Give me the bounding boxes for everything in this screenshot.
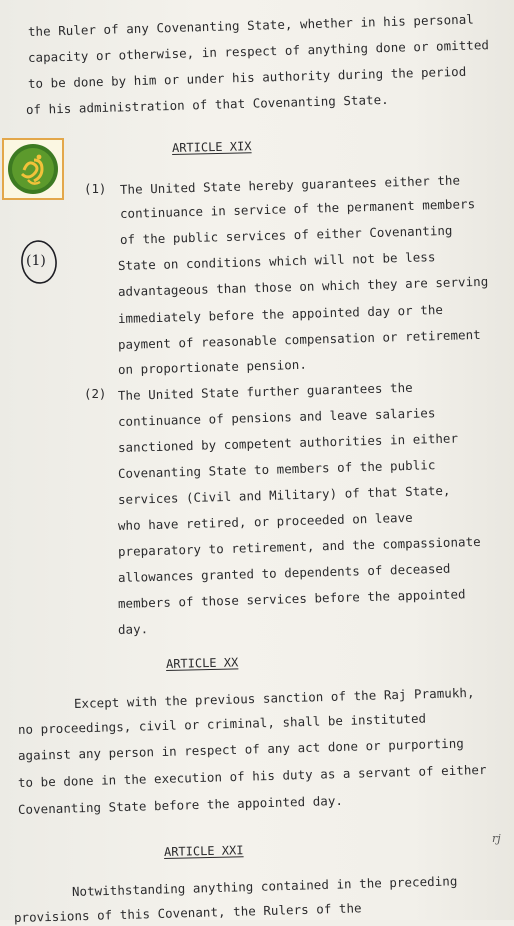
text-line: payment of reasonable compensation or retirement [117,326,481,352]
logo-emblem-icon [2,138,64,200]
article-xix-heading: ARTICLE XIX [171,139,252,155]
text-line: members of those services before the appointed [117,586,466,611]
text-line: of his administration of that Covenanting State. [25,91,389,117]
article-xx-heading: ARTICLE XX [165,655,239,671]
text-line: the Ruler of any Covenanting State, whether in his personal [27,11,475,39]
text-line: on proportionate pension. [117,356,308,377]
text-line: day. [117,621,149,637]
text-line: to be done in the execution of his duty as a servant of either [17,761,487,790]
text-line: to be done by him or under his authority during the period [27,63,467,91]
text-line: preparatory to retirement, and the compassionate [117,533,481,559]
text-line: sanctioned by competent authorities in either [117,430,459,455]
text-line: capacity or otherwise, in respect of anything done or omitted [27,37,490,65]
clause-number: (2) [84,386,107,401]
text-line: advantageous than those on which they are serving [117,273,489,299]
text-line: Except with the previous sanction of the Raj Pramukh, [73,684,475,711]
margin-annotation-text: (1) [26,253,46,269]
text-line: against any person in respect of any act done or purporting [17,735,465,763]
article-xxi-heading: ARTICLE XXI [163,843,244,859]
text-line: Covenanting State before the appointed day. [17,792,344,817]
text-line: immediately before the appointed day or the [117,301,444,326]
text-line: continuance of pensions and leave salaries [117,405,436,429]
text-line: services (Civil and Military) of that State, [117,482,451,507]
text-line: Notwithstanding anything contained in the preceding [71,873,458,899]
text-line: The United State further guarantees the [117,379,413,403]
text-line: no proceedings, civil or criminal, shall be instituted [17,710,427,737]
text-line: continuance in service of the permanent members [119,196,476,221]
text-line: State on conditions which will not be less [117,249,436,273]
text-line: provisions of this Covenant, the Rulers of the [13,900,362,925]
text-line: Covenanting State to members of the public [117,457,436,481]
clause-number: (1) [84,181,107,196]
text-line: of the public services of either Covenanting [119,222,453,247]
margin-annotation [19,238,59,288]
text-line: The United State hereby guarantees either the [119,172,461,197]
text-line: allowances granted to dependents of deceased [117,560,451,585]
edge-mark: rj [492,832,501,845]
text-line: who have retired, or proceeded on leave [117,509,413,533]
